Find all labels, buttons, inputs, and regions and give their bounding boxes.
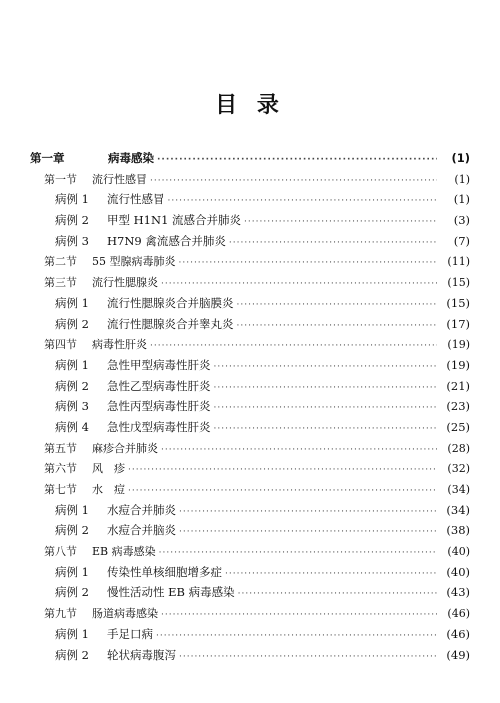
dot-leader — [238, 589, 437, 599]
toc-entry-label: 病例 2 — [55, 647, 89, 662]
toc-entry-page: (3) — [453, 213, 470, 228]
toc-entry-title: 麻疹合并肺炎 — [92, 441, 158, 455]
dot-leader — [214, 403, 438, 413]
dot-leader — [161, 279, 437, 289]
toc-entry-page: (17) — [446, 316, 470, 331]
toc-entry-case[interactable] — [30, 502, 470, 523]
toc-entry-case[interactable] — [30, 295, 470, 316]
toc-entry-title: 水 痘 — [92, 483, 125, 496]
toc-entry-title: 轮状病毒腹泻 — [107, 647, 176, 662]
toc-entry-title: 流行性腮腺炎合并脑膜炎 — [107, 295, 234, 310]
toc-entry-label: 第五节 — [44, 441, 77, 455]
dot-leader — [128, 465, 437, 475]
toc-entry-title: 急性乙型病毒性肝炎 — [107, 378, 211, 393]
toc-entry-label: 第三节 — [44, 276, 77, 290]
toc-entry-title: 急性甲型病毒性肝炎 — [107, 357, 211, 372]
dot-leader — [225, 569, 437, 579]
toc-entry-page: (49) — [446, 647, 470, 662]
dot-leader — [168, 196, 438, 206]
toc-entry-label: 病例 2 — [55, 523, 89, 538]
toc-entry-label: 病例 1 — [55, 192, 89, 207]
dot-leader — [237, 300, 438, 310]
toc-entry-section[interactable] — [30, 253, 470, 274]
toc-entry-case[interactable] — [30, 564, 470, 585]
toc-entry-page: (38) — [446, 523, 470, 538]
dot-leader — [244, 217, 437, 227]
toc-entry-page: (28) — [447, 441, 470, 455]
page-title: 目 录 — [215, 93, 285, 118]
dot-leader — [214, 383, 438, 393]
toc-entry-title: EB 病毒感染 — [92, 545, 156, 559]
dot-leader — [237, 321, 438, 331]
toc-entry-section[interactable] — [30, 440, 470, 461]
toc-entry-section[interactable] — [30, 481, 470, 502]
toc-entry-label: 第九节 — [44, 607, 77, 621]
toc-entry-chapter[interactable] — [30, 150, 470, 171]
toc-entry-title: 急性戊型病毒性肝炎 — [107, 419, 211, 434]
toc-entry-label: 病例 4 — [55, 419, 89, 434]
toc-entry-page: (11) — [447, 255, 470, 269]
toc-entry-page: (19) — [446, 357, 470, 372]
toc-entry-page: (7) — [453, 233, 470, 248]
dot-leader — [214, 424, 438, 434]
toc-entry-label: 病例 3 — [55, 233, 89, 248]
toc-entry-label: 病例 1 — [55, 357, 89, 372]
dot-leader — [179, 652, 437, 662]
dot-leader — [159, 548, 437, 558]
toc-entry-page: (34) — [446, 502, 470, 517]
toc-entry-title: 风 疹 — [92, 462, 125, 476]
toc-entry-case[interactable] — [30, 191, 470, 212]
toc-entry-title: 流行性腮腺炎合并睾丸炎 — [107, 316, 234, 331]
toc-entry-page: (40) — [447, 545, 470, 559]
toc-entry-section[interactable] — [30, 460, 470, 481]
toc-entry-label: 病例 2 — [55, 585, 89, 600]
toc-entry-label: 第二节 — [44, 255, 77, 269]
toc-entry-label: 第四节 — [44, 338, 77, 352]
table-of-contents — [30, 150, 470, 667]
toc-entry-label: 病例 3 — [55, 399, 89, 414]
toc-entry-page: (21) — [446, 378, 470, 393]
toc-entry-page: (23) — [446, 399, 470, 414]
toc-entry-page: (46) — [447, 607, 470, 621]
dot-leader — [179, 527, 437, 537]
dot-leader — [156, 631, 437, 641]
toc-entry-title: 流行性感冒 — [92, 172, 147, 186]
toc-entry-title: H7N9 禽流感合并肺炎 — [107, 233, 226, 248]
toc-entry-title: 水痘合并肺炎 — [107, 502, 176, 517]
toc-entry-title: 水痘合并脑炎 — [107, 523, 176, 538]
dot-leader — [150, 176, 437, 186]
dot-leader — [150, 341, 437, 351]
toc-entry-case[interactable] — [30, 212, 470, 233]
toc-entry-page: (1) — [451, 151, 470, 165]
toc-entry-label: 病例 1 — [55, 502, 89, 517]
toc-entry-case[interactable] — [30, 626, 470, 647]
toc-entry-label: 病例 1 — [55, 295, 89, 310]
toc-entry-case[interactable] — [30, 316, 470, 337]
toc-entry-section[interactable] — [30, 543, 470, 564]
toc-entry-page: (40) — [446, 564, 470, 579]
toc-entry-title: 急性丙型病毒性肝炎 — [107, 399, 211, 414]
toc-entry-title: 流行性腮腺炎 — [92, 276, 158, 290]
toc-entry-label: 第七节 — [44, 483, 77, 496]
toc-entry-page: (1) — [454, 172, 470, 186]
toc-entry-title: 肠道病毒感染 — [92, 607, 158, 621]
toc-entry-page: (46) — [446, 626, 470, 641]
toc-entry-label: 病例 1 — [55, 564, 89, 579]
toc-entry-label: 第一节 — [44, 172, 77, 186]
toc-entry-page: (43) — [446, 585, 470, 600]
toc-entry-page: (32) — [447, 462, 470, 476]
toc-entry-page: (25) — [446, 419, 470, 434]
toc-entry-title: 病毒感染 — [108, 151, 154, 165]
toc-entry-label: 第六节 — [44, 462, 77, 476]
toc-entry-label: 第八节 — [44, 545, 77, 559]
toc-entry-title: 慢性活动性 EB 病毒感染 — [107, 585, 235, 600]
toc-entry-label: 病例 2 — [55, 378, 89, 393]
toc-entry-page: (34) — [447, 483, 470, 496]
toc-entry-case[interactable] — [30, 647, 470, 668]
toc-entry-case[interactable] — [30, 233, 470, 254]
toc-entry-section[interactable] — [30, 336, 470, 357]
toc-entry-page: (15) — [446, 295, 470, 310]
toc-entry-label: 病例 2 — [55, 316, 89, 331]
toc-entry-case[interactable] — [30, 378, 470, 399]
toc-entry-section[interactable] — [30, 171, 470, 192]
toc-entry-page: (19) — [447, 338, 470, 352]
dot-leader — [179, 258, 438, 268]
dot-leader — [214, 362, 438, 372]
toc-entry-section[interactable] — [30, 274, 470, 295]
toc-entry-case[interactable] — [30, 357, 470, 378]
dot-leader — [161, 610, 437, 620]
dot-leader — [128, 486, 437, 496]
toc-entry-page: (15) — [447, 276, 470, 290]
toc-entry-title: 甲型 H1N1 流感合并肺炎 — [107, 213, 242, 228]
toc-entry-case[interactable] — [30, 398, 470, 419]
toc-entry-title: 手足口病 — [107, 626, 153, 641]
toc-entry-title: 传染性单核细胞增多症 — [107, 564, 222, 579]
toc-entry-title: 55 型腺病毒肺炎 — [92, 255, 176, 269]
toc-entry-label: 病例 2 — [55, 213, 89, 228]
toc-entry-label: 病例 1 — [55, 626, 89, 641]
toc-entry-section[interactable] — [30, 605, 470, 626]
toc-entry-page: (1) — [453, 192, 470, 207]
dot-leader — [157, 155, 437, 165]
dot-leader — [161, 445, 437, 455]
toc-entry-case[interactable] — [30, 419, 470, 440]
toc-entry-title: 流行性感冒 — [107, 192, 165, 207]
toc-entry-case[interactable] — [30, 584, 470, 605]
toc-entry-label: 第一章 — [30, 151, 65, 165]
dot-leader — [229, 238, 437, 248]
dot-leader — [179, 507, 437, 517]
toc-entry-case[interactable] — [30, 522, 470, 543]
toc-entry-title: 病毒性肝炎 — [92, 338, 147, 352]
